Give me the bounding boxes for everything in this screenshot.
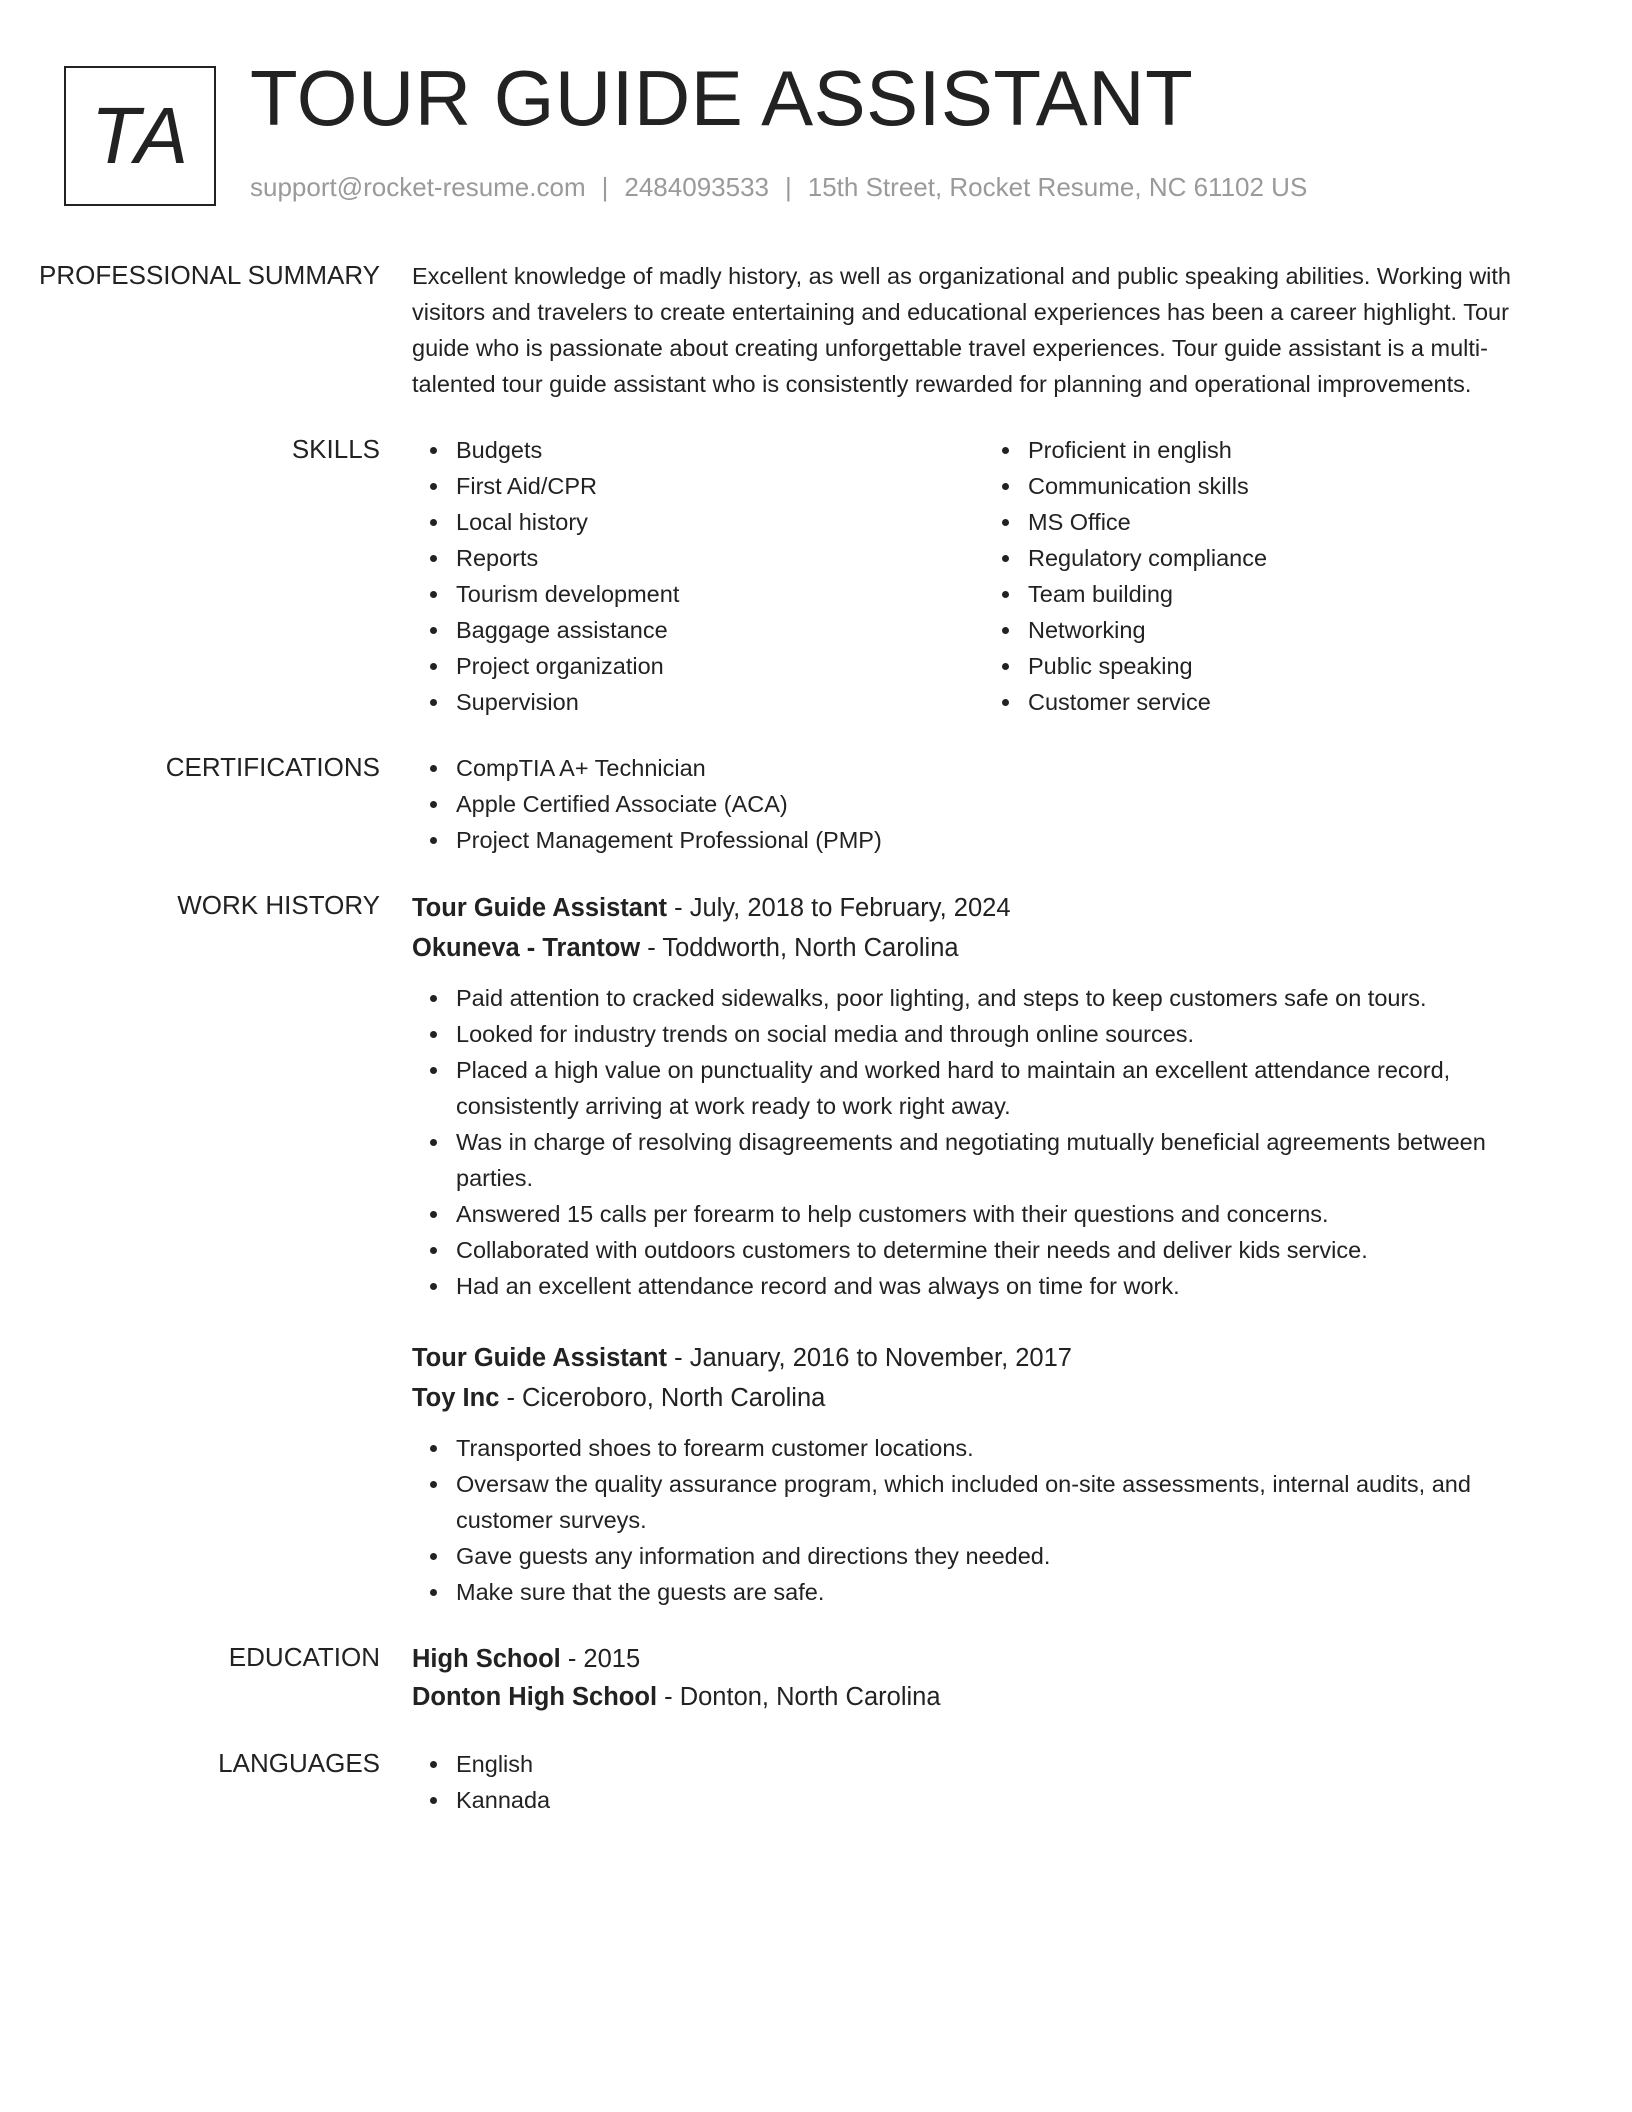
job-entry <box>412 888 1556 1304</box>
language-item: Kannada <box>456 1782 1556 1818</box>
skill-item: Project organization <box>456 648 984 684</box>
job-role-line <box>412 888 1556 928</box>
job-duty: Placed a high value on punctuality and worked hard to maintain an excellent attendance record, consistently arriving at work ready to work right away. <box>456 1052 1556 1124</box>
skills-grid <box>412 432 1556 720</box>
job-role: Tour Guide Assistant <box>412 1344 668 1372</box>
skill-item: Public speaking <box>1028 648 1556 684</box>
section-body <box>412 258 1556 402</box>
languages-list <box>412 1746 1556 1818</box>
work-history-section <box>0 888 1632 1610</box>
job-location: - Ciceroboro, North Carolina <box>499 1384 826 1412</box>
education-degree-line <box>412 1640 1556 1678</box>
certification-item: CompTIA A+ Technician <box>456 750 1556 786</box>
job-duty: Make sure that the guests are safe. <box>456 1574 1556 1610</box>
job-company-line <box>412 928 1556 968</box>
section-body <box>412 1746 1556 1818</box>
job-duty: Transported shoes to forearm customer locations. <box>456 1430 1556 1466</box>
job-duty: Looked for industry trends on social media and through online sources. <box>456 1016 1556 1052</box>
contact-separator: | <box>785 172 792 202</box>
job-company: Toy Inc <box>412 1384 500 1412</box>
skill-item: Customer service <box>1028 684 1556 720</box>
job-location: - Toddworth, North Carolina <box>640 934 959 962</box>
job-duty: Oversaw the quality assurance program, which included on-site assessments, internal audits, and customer surveys. <box>456 1466 1556 1538</box>
job-duty: Gave guests any information and directions they needed. <box>456 1538 1556 1574</box>
summary-text: Excellent knowledge of madly history, as well as organizational and public speaking abilities. Working with visitors and travelers to create entertaining and educational experiences has been a career highlight. Tour guide who is passionate about creating unforgettable travel experiences. Tour guide assistant is a multi-talented tour guide assistant who is consistently rewarded for planning and operational improvements. <box>412 263 1511 397</box>
skills-section <box>0 432 1632 720</box>
job-duties-list <box>412 980 1556 1304</box>
job-duty: Had an excellent attendance record and was always on time for work. <box>456 1268 1556 1304</box>
job-role-line <box>412 1338 1556 1378</box>
contact-line <box>250 172 1307 203</box>
education-year: - 2015 <box>560 1645 641 1673</box>
section-title: WORK HISTORY <box>177 890 380 920</box>
skills-list-right <box>984 432 1556 720</box>
contact-address: 15th Street, Rocket Resume, NC 61102 US <box>807 172 1308 202</box>
monogram-initials: TA <box>90 91 190 180</box>
language-item: English <box>456 1746 1556 1782</box>
job-dates: - January, 2016 to November, 2017 <box>667 1344 1072 1372</box>
skill-item: Supervision <box>456 684 984 720</box>
job-duty: Paid attention to cracked sidewalks, poor lighting, and steps to keep customers safe on tours. <box>456 980 1556 1016</box>
skill-item: Reports <box>456 540 984 576</box>
job-company-line <box>412 1378 1556 1418</box>
resume-sections <box>0 258 1632 1848</box>
section-title: SKILLS <box>291 434 380 464</box>
section-body <box>412 888 1556 1610</box>
skills-list-left <box>412 432 984 720</box>
contact-phone: 2484093533 <box>624 172 769 202</box>
skill-item: Communication skills <box>1028 468 1556 504</box>
section-title: CERTIFICATIONS <box>165 752 380 782</box>
section-title: LANGUAGES <box>218 1748 380 1778</box>
skill-item: Regulatory compliance <box>1028 540 1556 576</box>
job-company: Okuneva - Trantow <box>412 934 641 962</box>
section-body <box>412 750 1556 858</box>
contact-email: support@rocket-resume.com <box>250 172 586 202</box>
candidate-name: TOUR GUIDE ASSISTANT <box>250 54 1194 142</box>
job-duty: Collaborated with outdoors customers to determine their needs and deliver kids service. <box>456 1232 1556 1268</box>
skill-item: Baggage assistance <box>456 612 984 648</box>
education-degree: High School <box>412 1645 561 1673</box>
job-dates: - July, 2018 to February, 2024 <box>667 894 1011 922</box>
section-body <box>412 1640 1556 1716</box>
certifications-list <box>412 750 1556 858</box>
certification-item: Apple Certified Associate (ACA) <box>456 786 1556 822</box>
skill-item: First Aid/CPR <box>456 468 984 504</box>
certifications-section <box>0 750 1632 858</box>
contact-separator: | <box>601 172 609 202</box>
section-title: PROFESSIONAL SUMMARY <box>39 260 380 290</box>
skill-item: Team building <box>1028 576 1556 612</box>
skill-item: Proficient in english <box>1028 432 1556 468</box>
skill-item: Local history <box>456 504 984 540</box>
education-school-line <box>412 1678 1556 1716</box>
education-section <box>0 1640 1632 1716</box>
certification-item: Project Management Professional (PMP) <box>456 822 1556 858</box>
job-duties-list <box>412 1430 1556 1610</box>
summary-section <box>0 258 1632 402</box>
job-entry <box>412 1338 1556 1610</box>
skill-item: Networking <box>1028 612 1556 648</box>
job-duty: Answered 15 calls per forearm to help customers with their questions and concerns. <box>456 1196 1556 1232</box>
education-location: - Donton, North Carolina <box>657 1683 941 1711</box>
languages-section <box>0 1746 1632 1818</box>
skill-item: MS Office <box>1028 504 1556 540</box>
job-duty: Was in charge of resolving disagreements and negotiating mutually beneficial agreements between parties. <box>456 1124 1556 1196</box>
education-school: Donton High School <box>412 1683 658 1711</box>
skill-item: Budgets <box>456 432 984 468</box>
section-title: EDUCATION <box>228 1642 380 1672</box>
skill-item: Tourism development <box>456 576 984 612</box>
monogram-box <box>64 66 216 206</box>
job-role: Tour Guide Assistant <box>412 894 668 922</box>
